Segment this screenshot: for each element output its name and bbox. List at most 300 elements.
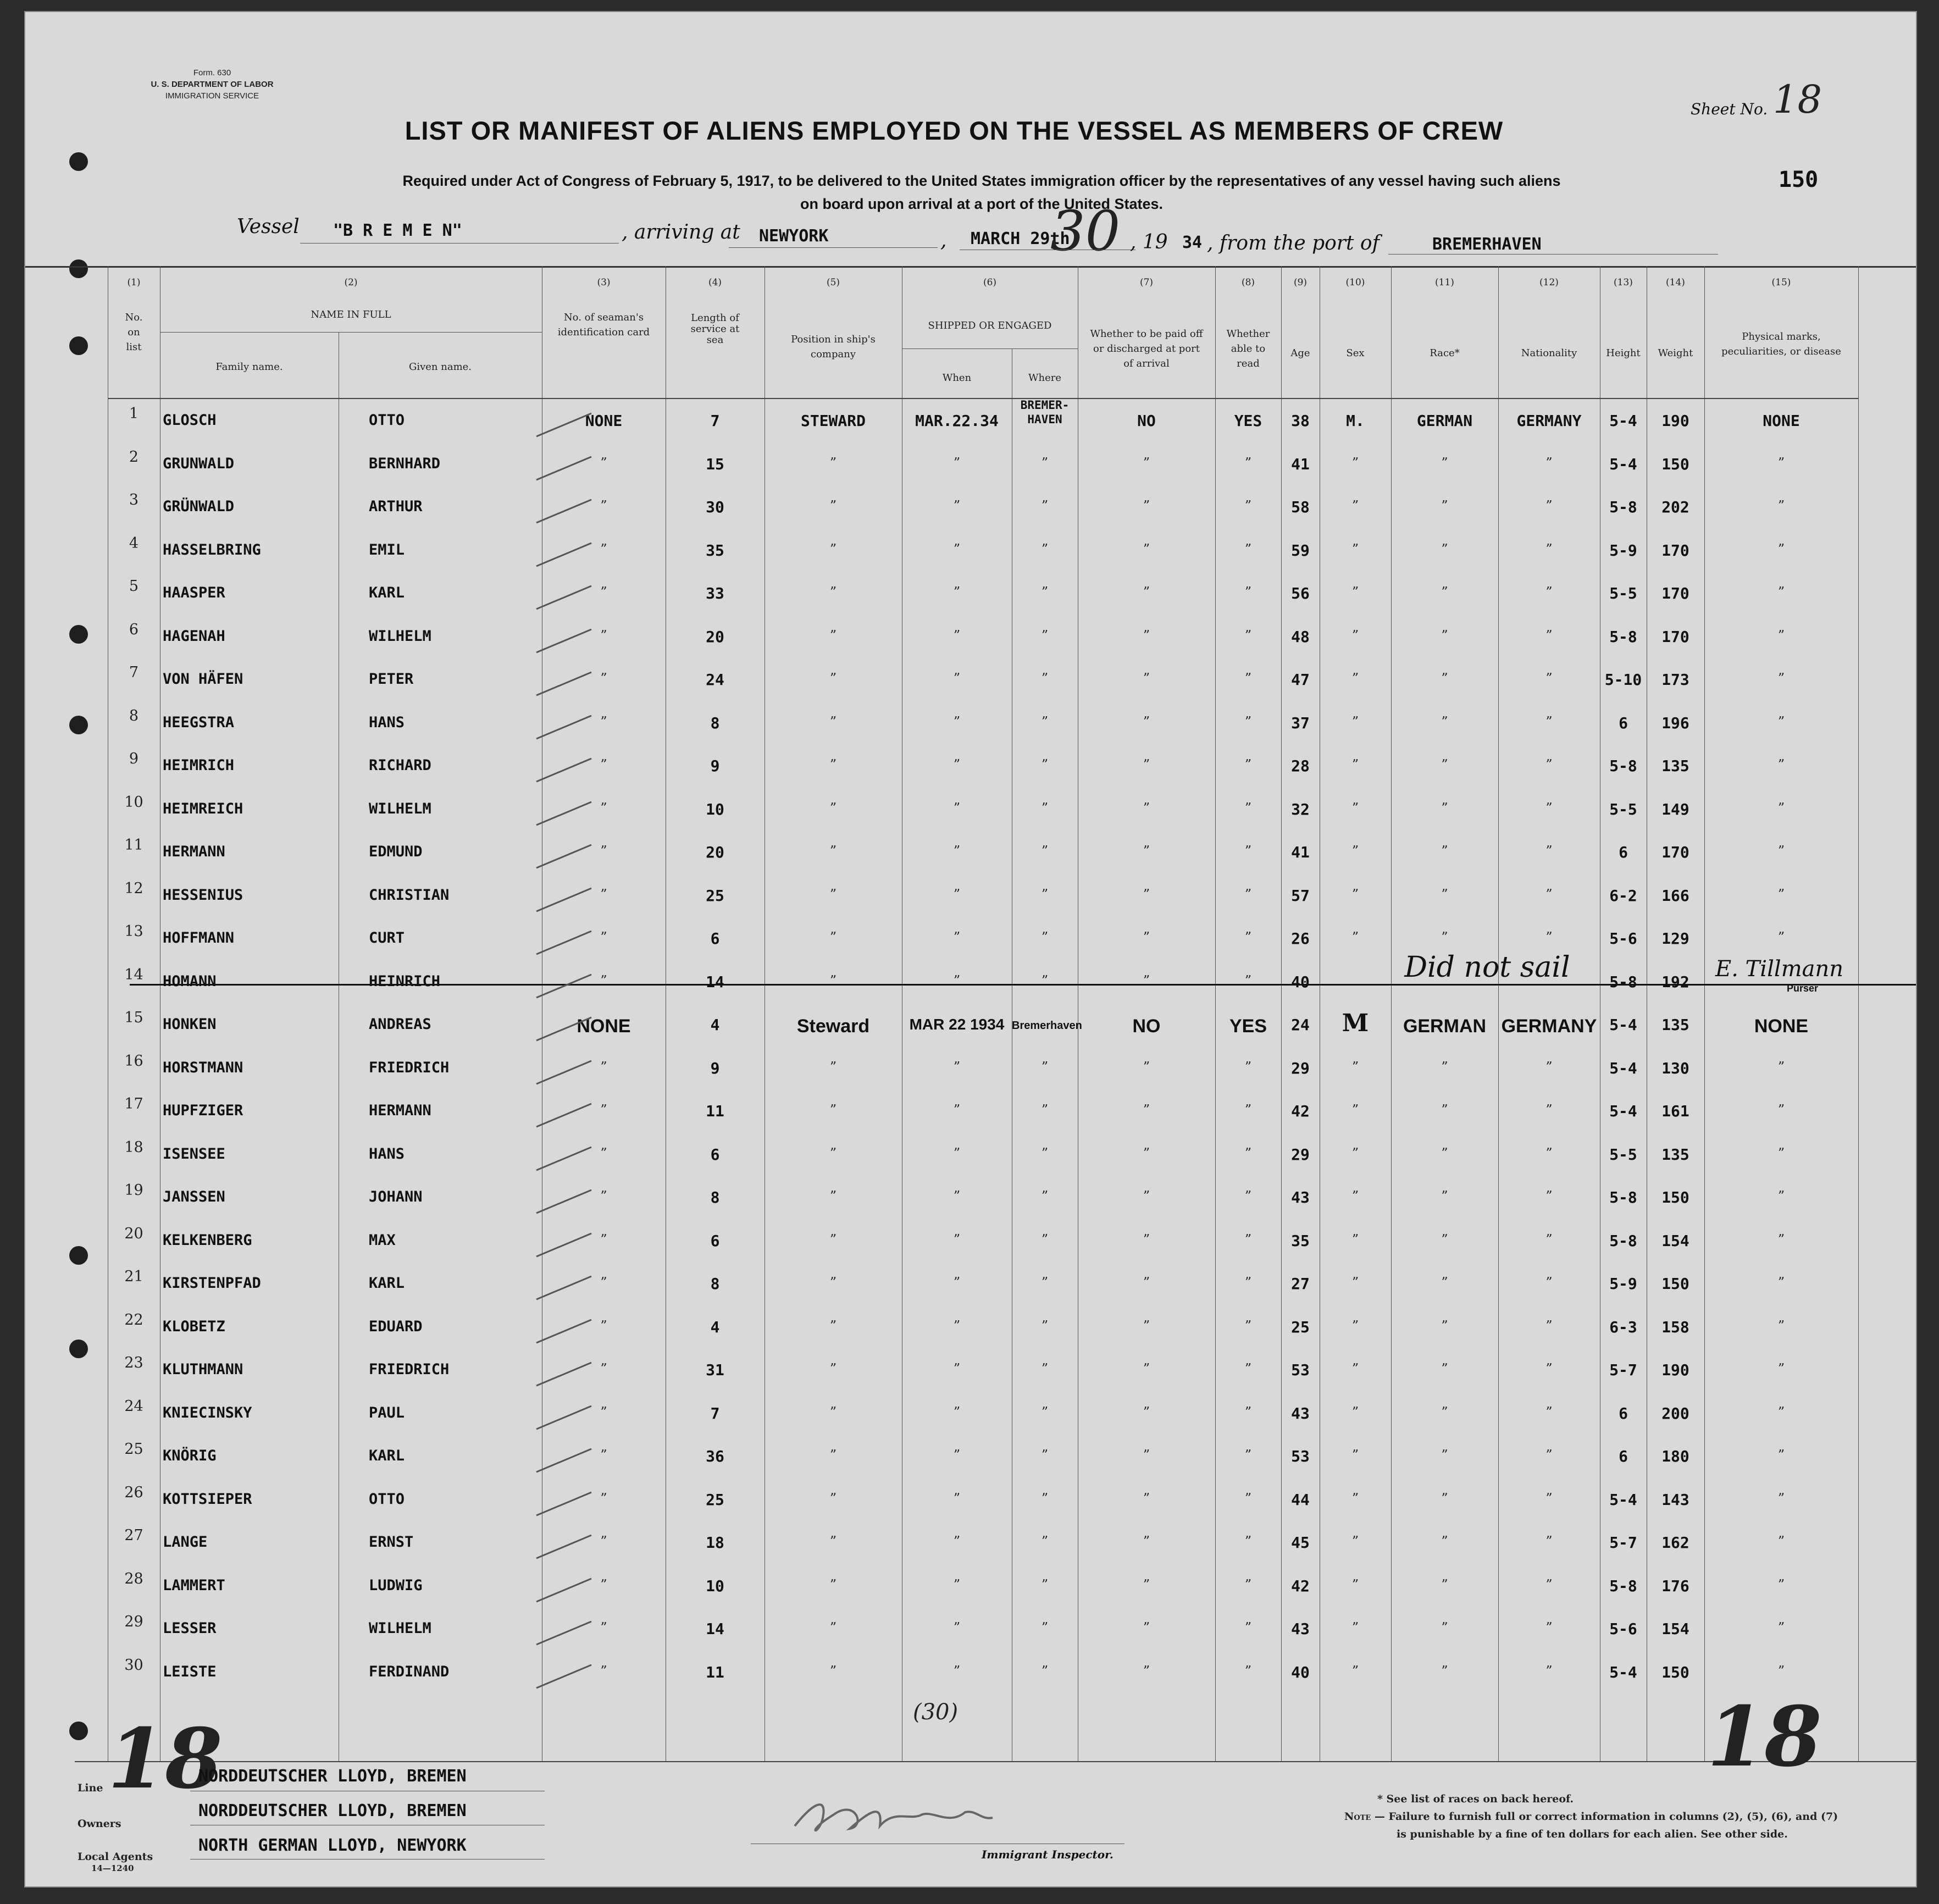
weight: 170 xyxy=(1661,541,1689,560)
height: 6 xyxy=(1619,1447,1628,1465)
family-name: HESSENIUS xyxy=(163,886,243,904)
seaman-id: ” xyxy=(600,584,607,600)
year-prefix: , 19 xyxy=(1130,231,1168,253)
note-text-2: is punishable by a fine of ten dollars for each alien. See other side. xyxy=(1397,1828,1788,1840)
shipped-when: ” xyxy=(953,1663,961,1679)
race: ” xyxy=(1441,584,1448,600)
length-of-service: 30 xyxy=(706,498,724,516)
manifest-sheet xyxy=(24,11,1917,1888)
family-name: JANSSEN xyxy=(163,1188,225,1205)
header-position: Position in ship's company xyxy=(791,334,876,360)
paid-off: ” xyxy=(1143,1275,1150,1290)
age: 48 xyxy=(1291,627,1310,646)
race: ” xyxy=(1441,1318,1448,1333)
check-mark xyxy=(531,1531,597,1564)
family-name: KIRSTENPFAD xyxy=(163,1275,261,1292)
column-number: (4) xyxy=(708,277,722,288)
race: GERMAN xyxy=(1416,412,1473,430)
physical-marks: ” xyxy=(1777,1188,1785,1204)
able-to-read: ” xyxy=(1244,1447,1252,1463)
length-of-service: 6 xyxy=(710,1145,720,1164)
race: ” xyxy=(1441,713,1448,729)
shipped-when: ” xyxy=(953,1447,961,1463)
height: 6 xyxy=(1619,713,1628,732)
shipped-where: ” xyxy=(1041,1404,1049,1420)
seaman-id: ” xyxy=(600,1188,607,1204)
sex: ” xyxy=(1351,627,1359,643)
column-number: (2) xyxy=(344,277,358,288)
paid-off: ” xyxy=(1143,886,1150,902)
sex: ” xyxy=(1351,886,1359,902)
column-number: (10) xyxy=(1345,277,1365,288)
nationality: ” xyxy=(1545,1576,1553,1592)
age: 44 xyxy=(1291,1490,1310,1509)
row-number: 1 xyxy=(129,405,139,422)
given-name: OTTO xyxy=(369,1490,405,1508)
age: 59 xyxy=(1291,541,1310,560)
seaman-id: ” xyxy=(600,757,607,772)
service: IMMIGRATION SERVICE xyxy=(165,91,259,101)
nationality: ” xyxy=(1545,1145,1553,1161)
weight: 180 xyxy=(1661,1447,1689,1465)
family-name: LAMMERT xyxy=(163,1576,225,1594)
form-number: Form. 630 xyxy=(193,68,231,78)
able-to-read: YES xyxy=(1229,1016,1267,1037)
header-family-name: Family name. xyxy=(215,361,283,373)
position: ” xyxy=(829,929,837,945)
age: 56 xyxy=(1291,584,1310,602)
given-name: HANS xyxy=(369,1145,405,1163)
seaman-id: ” xyxy=(600,671,607,686)
seaman-id: ” xyxy=(600,1447,607,1463)
race: ” xyxy=(1441,886,1448,902)
paid-off: ” xyxy=(1143,1231,1150,1247)
physical-marks: ” xyxy=(1777,541,1785,557)
position: ” xyxy=(829,1447,837,1463)
able-to-read: ” xyxy=(1244,1361,1252,1376)
weight: 192 xyxy=(1661,972,1689,991)
did-not-sail-note: Did not sail xyxy=(1404,950,1570,984)
physical-marks: ” xyxy=(1777,1404,1785,1420)
sex: ” xyxy=(1351,843,1359,859)
nationality: ” xyxy=(1545,1059,1553,1075)
from-port: BREMERHAVEN xyxy=(1432,235,1542,254)
family-name: KELKENBERG xyxy=(163,1231,252,1249)
position: ” xyxy=(829,541,837,557)
family-name: HONKEN xyxy=(163,1016,217,1033)
shipped-where: ” xyxy=(1041,1188,1049,1204)
nationality: ” xyxy=(1545,1490,1553,1506)
sex: ” xyxy=(1351,1490,1359,1506)
weight: 150 xyxy=(1661,1188,1689,1206)
length-of-service: 8 xyxy=(710,1275,720,1293)
check-mark xyxy=(531,1056,597,1089)
header-paid-off: Whether to be paid off or discharged at port of arrival xyxy=(1090,328,1203,369)
family-name: LEISTE xyxy=(163,1663,217,1680)
given-name: LUDWIG xyxy=(369,1576,423,1594)
sex: ” xyxy=(1351,757,1359,772)
shipped-where: ” xyxy=(1041,1318,1049,1333)
row-number: 23 xyxy=(124,1354,143,1371)
length-of-service: 7 xyxy=(710,412,720,430)
position: ” xyxy=(829,671,837,686)
shipped-when: ” xyxy=(953,800,961,816)
paid-off: ” xyxy=(1143,1620,1150,1635)
length-of-service: 18 xyxy=(706,1534,724,1552)
sex: ” xyxy=(1351,498,1359,513)
physical-marks: ” xyxy=(1777,1275,1785,1290)
given-name: WILHELM xyxy=(369,627,431,645)
shipped-when: ” xyxy=(953,1490,961,1506)
age: 41 xyxy=(1291,455,1310,473)
purser-title: Purser xyxy=(1787,982,1819,994)
shipped-where: ” xyxy=(1041,1361,1049,1376)
height: 5-4 xyxy=(1609,1059,1637,1077)
shipped-when: ” xyxy=(953,886,961,902)
shipped-when: ” xyxy=(953,541,961,557)
seaman-id: ” xyxy=(600,541,607,557)
race: ” xyxy=(1441,800,1448,816)
physical-marks: ” xyxy=(1777,713,1785,729)
physical-marks: ” xyxy=(1777,1231,1785,1247)
age: 28 xyxy=(1291,757,1310,775)
given-name: KARL xyxy=(369,1275,405,1292)
family-name: KNIECINSKY xyxy=(163,1404,252,1421)
physical-marks: ” xyxy=(1777,627,1785,643)
note-text: — Failure to furnish full or correct information in columns (2), (5), (6), and (7) xyxy=(1374,1811,1838,1823)
race: ” xyxy=(1441,671,1448,686)
sex: ” xyxy=(1351,1102,1359,1117)
nationality: GERMANY xyxy=(1501,1016,1597,1037)
shipped-when: ” xyxy=(953,671,961,686)
length-of-service: 35 xyxy=(706,541,724,560)
height: 5-9 xyxy=(1609,1275,1637,1293)
family-name: GRÜNWALD xyxy=(163,498,235,515)
height: 5-8 xyxy=(1609,757,1637,775)
column-number: (11) xyxy=(1435,277,1454,288)
row-number: 24 xyxy=(124,1397,143,1415)
header-when: When xyxy=(942,372,972,384)
height: 5-9 xyxy=(1609,541,1637,560)
able-to-read: ” xyxy=(1244,1188,1252,1204)
length-of-service: 9 xyxy=(710,1059,720,1077)
length-of-service: 25 xyxy=(706,1490,724,1509)
sex: M xyxy=(1342,1009,1369,1037)
shipped-where: ” xyxy=(1041,1576,1049,1592)
age: 40 xyxy=(1291,972,1310,991)
nationality: ” xyxy=(1545,1188,1553,1204)
paid-off: ” xyxy=(1143,757,1150,772)
column-number: (5) xyxy=(826,277,840,288)
family-name: HEEGSTRA xyxy=(163,713,235,731)
check-mark xyxy=(531,495,597,528)
sex: ” xyxy=(1351,713,1359,729)
nationality: ” xyxy=(1545,1318,1553,1333)
position: ” xyxy=(829,1404,837,1420)
column-number: (7) xyxy=(1139,277,1154,288)
comma: , xyxy=(940,229,947,252)
weight: 190 xyxy=(1661,1361,1689,1379)
column-divider xyxy=(1858,266,1859,1761)
physical-marks: ” xyxy=(1777,843,1785,859)
weight: 143 xyxy=(1661,1490,1689,1509)
given-name: PAUL xyxy=(369,1404,405,1421)
row-number: 29 xyxy=(124,1613,143,1630)
row-number: 22 xyxy=(124,1311,143,1329)
nationality: ” xyxy=(1545,929,1553,945)
row-number: 6 xyxy=(129,621,139,638)
shipped-when: ” xyxy=(953,1059,961,1075)
length-of-service: 4 xyxy=(710,1318,720,1336)
height: 5-8 xyxy=(1609,1576,1637,1595)
total-count: (30) xyxy=(913,1700,959,1725)
check-mark xyxy=(531,927,597,960)
race: ” xyxy=(1441,455,1448,471)
length-of-service: 6 xyxy=(710,1231,720,1250)
physical-marks: ” xyxy=(1777,1318,1785,1333)
race: ” xyxy=(1441,498,1448,513)
shipped-where: ” xyxy=(1041,757,1049,772)
age: 29 xyxy=(1291,1059,1310,1077)
family-name: HAGENAH xyxy=(163,627,225,645)
race: ” xyxy=(1441,1231,1448,1247)
form-code: 14—1240 xyxy=(91,1863,134,1873)
arriving-label: , arriving at xyxy=(622,221,740,243)
vessel-name: "B R E M E N" xyxy=(333,221,462,240)
family-name: ISENSEE xyxy=(163,1145,225,1163)
given-name: KARL xyxy=(369,584,405,601)
row-number: 27 xyxy=(124,1527,143,1544)
sex: ” xyxy=(1351,671,1359,686)
form-info xyxy=(97,67,328,102)
position: ” xyxy=(829,843,837,859)
length-of-service: 10 xyxy=(706,1576,724,1595)
date-correction: 30 xyxy=(1050,199,1121,263)
shipped-where: ” xyxy=(1041,1231,1049,1247)
physical-marks: ” xyxy=(1777,1059,1785,1075)
height: 5-6 xyxy=(1609,1620,1637,1638)
header-where: Where xyxy=(1028,372,1061,384)
position: ” xyxy=(829,627,837,643)
seaman-id: ” xyxy=(600,929,607,945)
seaman-id: ” xyxy=(600,627,607,643)
length-of-service: 36 xyxy=(706,1447,724,1465)
shipped-where: ” xyxy=(1041,1145,1049,1161)
given-name: HERMANN xyxy=(369,1102,431,1119)
shipped-where: ” xyxy=(1041,584,1049,600)
nationality: ” xyxy=(1545,1447,1553,1463)
header-shipped: SHIPPED OR ENGAGED xyxy=(928,320,1052,331)
check-mark xyxy=(531,1661,597,1693)
footer-note xyxy=(1344,1790,1838,1843)
paid-off: NO xyxy=(1132,1016,1161,1037)
nationality: ” xyxy=(1545,1102,1553,1117)
age: 45 xyxy=(1291,1534,1310,1552)
seaman-id: ” xyxy=(600,886,607,902)
physical-marks: ” xyxy=(1777,498,1785,513)
weight: 166 xyxy=(1661,886,1689,905)
weight: 202 xyxy=(1661,498,1689,516)
physical-marks: ” xyxy=(1777,1576,1785,1592)
weight: 190 xyxy=(1661,412,1689,430)
seaman-id: ” xyxy=(600,800,607,816)
header-nationality: Nationality xyxy=(1521,347,1577,359)
nationality: ” xyxy=(1545,1663,1553,1679)
shipped-when: ” xyxy=(953,757,961,772)
physical-marks: ” xyxy=(1777,1490,1785,1506)
shipped-when: ” xyxy=(953,1275,961,1290)
nationality: ” xyxy=(1545,1620,1553,1635)
age: 47 xyxy=(1291,671,1310,689)
given-name: MAX xyxy=(369,1231,396,1249)
check-mark xyxy=(531,1488,597,1521)
weight: 161 xyxy=(1661,1102,1689,1120)
check-mark xyxy=(531,798,597,831)
sex: ” xyxy=(1351,584,1359,600)
check-mark xyxy=(531,1444,597,1477)
sex: ” xyxy=(1351,800,1359,816)
paid-off: ” xyxy=(1143,627,1150,643)
seaman-id: ” xyxy=(600,1534,607,1549)
check-mark xyxy=(531,409,597,442)
height: 5-4 xyxy=(1609,1016,1637,1034)
nationality: ” xyxy=(1545,843,1553,859)
position: ” xyxy=(829,972,837,988)
paid-off: ” xyxy=(1143,671,1150,686)
length-of-service: 10 xyxy=(706,800,724,818)
seaman-id: ” xyxy=(600,498,607,513)
race: ” xyxy=(1441,1102,1448,1117)
race: ” xyxy=(1441,1275,1448,1290)
sex: ” xyxy=(1351,1231,1359,1247)
given-name: ARTHUR xyxy=(369,498,423,515)
length-of-service: 33 xyxy=(706,584,724,602)
given-name: ANDREAS xyxy=(369,1016,431,1033)
height: 5-4 xyxy=(1609,1663,1637,1681)
given-name: FERDINAND xyxy=(369,1663,450,1680)
header-length-service: Length of service at sea xyxy=(690,312,740,346)
age: 53 xyxy=(1291,1447,1310,1465)
shipped-subheader-rule xyxy=(902,348,1078,349)
height: 6-2 xyxy=(1609,886,1637,905)
line-value: NORDDEUTSCHER LLOYD, BREMEN xyxy=(198,1767,467,1786)
able-to-read: ” xyxy=(1244,1663,1252,1679)
physical-marks: ” xyxy=(1777,757,1785,772)
sex: ” xyxy=(1351,1188,1359,1204)
header-bottom-rule xyxy=(108,398,1858,399)
weight: 170 xyxy=(1661,843,1689,861)
length-of-service: 20 xyxy=(706,627,724,646)
nationality: ” xyxy=(1545,713,1553,729)
crew-table xyxy=(25,266,1916,1761)
row-number: 17 xyxy=(124,1095,143,1112)
age: 25 xyxy=(1291,1318,1310,1336)
shipped-where: ” xyxy=(1041,800,1049,816)
column-number: (13) xyxy=(1614,277,1633,288)
height: 5-4 xyxy=(1609,412,1637,430)
column-number: (8) xyxy=(1241,277,1255,288)
sex: ” xyxy=(1351,1361,1359,1376)
age: 27 xyxy=(1291,1275,1310,1293)
nationality: ” xyxy=(1545,1275,1553,1290)
paid-off: ” xyxy=(1143,1404,1150,1420)
weight: 170 xyxy=(1661,584,1689,602)
position: ” xyxy=(829,1361,837,1376)
weight: 150 xyxy=(1661,1275,1689,1293)
column-number: (14) xyxy=(1666,277,1685,288)
shipped-when: MAR.22.34 xyxy=(915,412,999,430)
shipped-where: ” xyxy=(1041,498,1049,513)
family-name: HEIMREICH xyxy=(163,800,243,817)
row-number: 5 xyxy=(129,578,139,595)
purser-signature: E. Tillmann xyxy=(1715,956,1843,982)
nationality: ” xyxy=(1545,627,1553,643)
note-label: Note xyxy=(1344,1811,1371,1823)
row-number: 16 xyxy=(124,1052,143,1070)
nationality: ” xyxy=(1545,541,1553,557)
arrival-date: MARCH 29th xyxy=(971,229,1070,248)
race: ” xyxy=(1441,1059,1448,1075)
sheet-number: 18 xyxy=(1773,77,1822,122)
check-mark xyxy=(531,1402,597,1435)
hole-punch xyxy=(69,152,88,171)
height: 5-6 xyxy=(1609,929,1637,948)
height: 6-3 xyxy=(1609,1318,1637,1336)
header-seaman-id: No. of seaman's identification card xyxy=(557,312,650,338)
age: 43 xyxy=(1291,1620,1310,1638)
row-number: 2 xyxy=(129,448,139,466)
row-number: 21 xyxy=(124,1268,143,1285)
shipped-when: ” xyxy=(953,1318,961,1333)
position: ” xyxy=(829,1534,837,1549)
given-name: JOHANN xyxy=(369,1188,423,1205)
age: 42 xyxy=(1291,1576,1310,1595)
seaman-id: ” xyxy=(600,1576,607,1592)
weight: 129 xyxy=(1661,929,1689,948)
shipped-when: ” xyxy=(953,929,961,945)
position: ” xyxy=(829,800,837,816)
check-mark xyxy=(531,884,597,917)
shipped-when: ” xyxy=(953,1102,961,1117)
vessel-label: Vessel xyxy=(237,215,300,238)
seaman-id: NONE xyxy=(577,1016,631,1037)
row-number: 11 xyxy=(124,837,143,854)
able-to-read: ” xyxy=(1244,800,1252,816)
able-to-read: ” xyxy=(1244,1620,1252,1635)
inspector-label: Immigrant Inspector. xyxy=(982,1848,1113,1861)
position: ” xyxy=(829,455,837,471)
shipped-where: ” xyxy=(1041,1275,1049,1290)
race: ” xyxy=(1441,929,1448,945)
check-mark xyxy=(531,1229,597,1262)
nationality: ” xyxy=(1545,1404,1553,1420)
header-race: Race* xyxy=(1430,347,1460,359)
position: ” xyxy=(829,1059,837,1075)
line-label: Line xyxy=(77,1782,103,1794)
physical-marks: ” xyxy=(1777,1620,1785,1635)
column-number: (9) xyxy=(1293,277,1308,288)
age: 57 xyxy=(1291,886,1310,905)
paid-off: ” xyxy=(1143,1188,1150,1204)
check-mark xyxy=(531,1099,597,1132)
age: 29 xyxy=(1291,1145,1310,1164)
family-name: GRUNWALD xyxy=(163,455,235,472)
shipped-when: ” xyxy=(953,843,961,859)
seaman-id: ” xyxy=(600,713,607,729)
shipped-when: ” xyxy=(953,1188,961,1204)
check-mark xyxy=(531,840,597,873)
subtitle-line-1: Required under Act of Congress of February 5, 1917, to be delivered to the United States immigration officer by the representatives of any vessel having such aliens xyxy=(402,173,1561,189)
